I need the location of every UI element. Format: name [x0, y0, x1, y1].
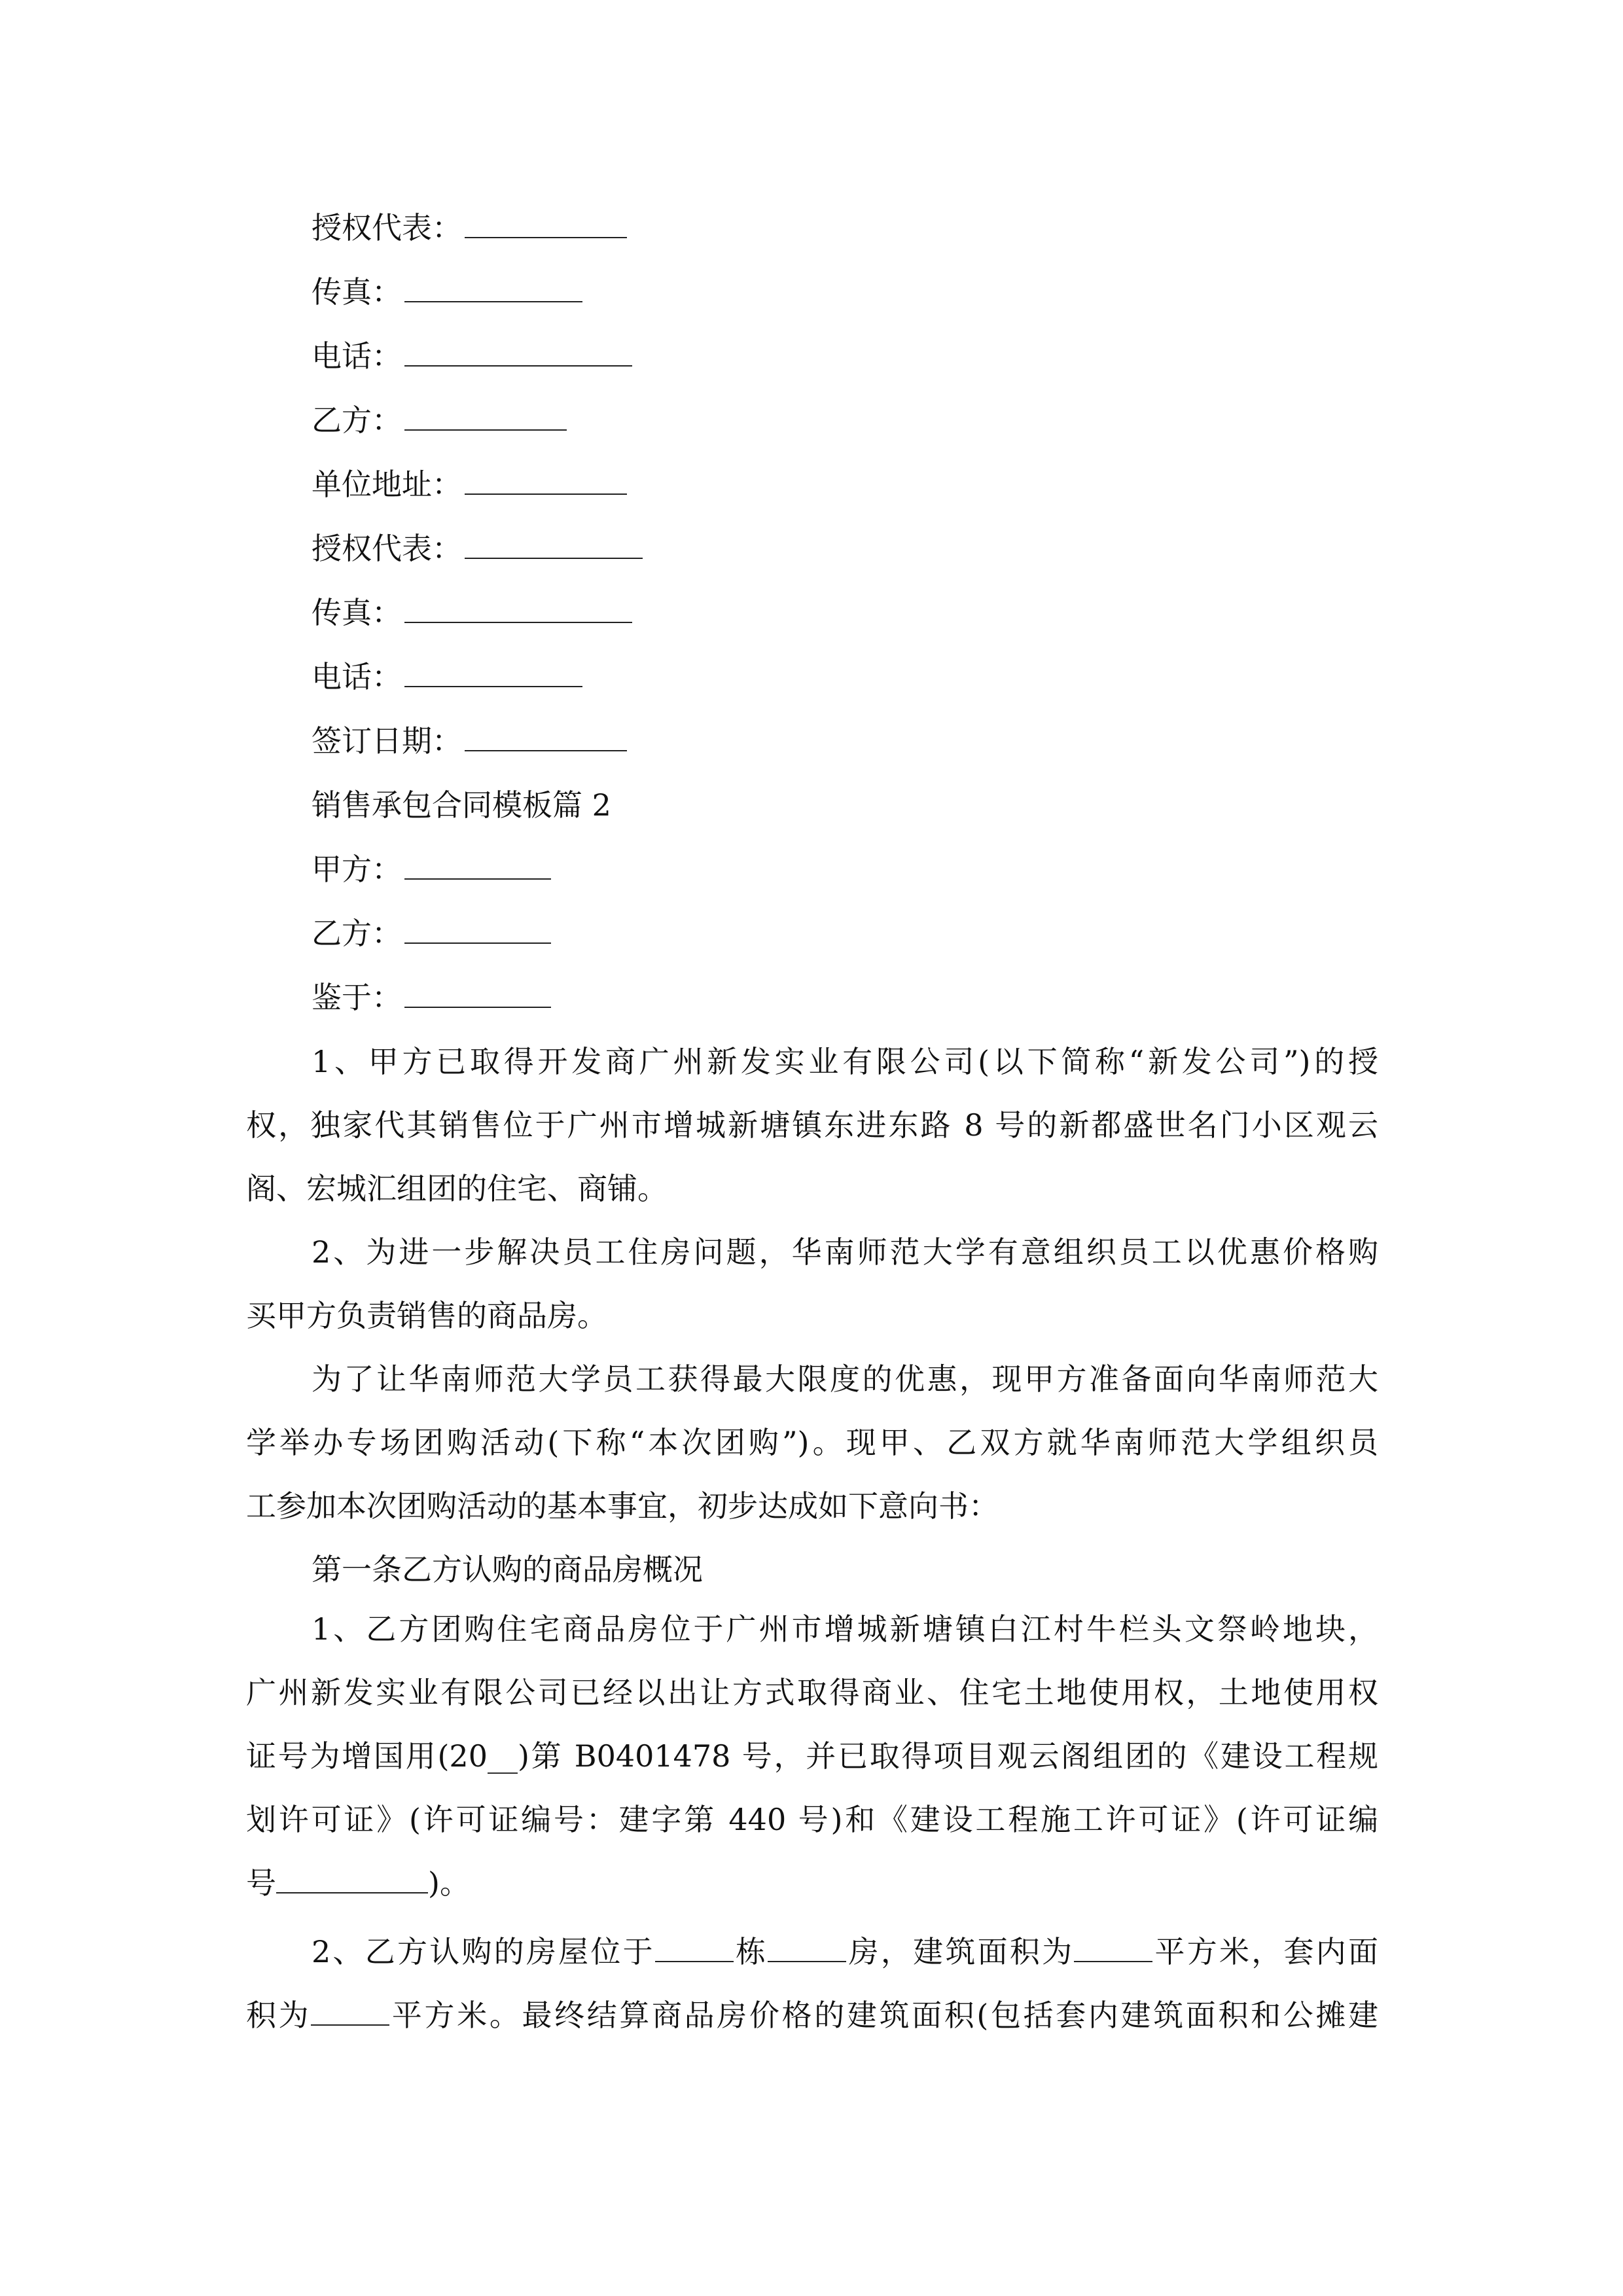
- paragraph-line: 证号为增国用(20__)第 B0401478 号，并已取得项目观云阁组团的《建设工程规: [246, 1738, 1378, 1774]
- paragraph-line: 权，独家代其销售位于广州市增城新塘镇东进东路 8 号的新都盛世名门小区观云: [246, 1107, 1378, 1143]
- paragraph-line: 广州新发实业有限公司已经以出让方式取得商业、住宅土地使用权，土地使用权: [246, 1675, 1378, 1710]
- paragraph-line: 1、乙方团购住宅商品房位于广州市增城新塘镇白江村牛栏头文祭岭地块，: [312, 1611, 1378, 1647]
- field-party-b-2: [312, 914, 551, 953]
- field-label: 电话：: [312, 659, 402, 694]
- paragraph-line: [246, 1852, 1378, 1915]
- field-phone-a: [312, 336, 632, 376]
- paragraph-line: 工参加本次团购活动的基本事宜，初步达成如下意向书：: [246, 1488, 999, 1524]
- field-label: 传真：: [312, 274, 402, 310]
- field-blank: [404, 852, 551, 880]
- field-blank: [404, 275, 582, 302]
- field-sign-date: [312, 721, 627, 761]
- field-blank: [404, 596, 632, 623]
- field-label: 单位地址：: [312, 467, 462, 502]
- text-fragment: 号: [246, 1865, 276, 1901]
- field-authorized-rep-b: [312, 529, 643, 568]
- field-fax-b: [312, 593, 632, 632]
- floor-area-blank: [1074, 1935, 1152, 1962]
- field-phone-b: [312, 657, 582, 696]
- paragraph-line: [246, 1984, 1378, 2047]
- inner-area-blank: [311, 1998, 389, 2026]
- paragraph-4: [246, 1598, 1378, 1915]
- paragraph-2: [246, 1221, 1378, 1348]
- paragraph-line: 为了让华南师范大学员工获得最大限度的优惠，现甲方准备面向华南师范大: [312, 1361, 1378, 1397]
- paragraph-line: 划许可证》(许可证编号：建字第 440 号)和《建设工程施工许可证》(许可证编: [246, 1802, 1378, 1837]
- text-fragment: 栋: [733, 1934, 768, 1969]
- permit-number-blank: [276, 1866, 428, 1893]
- text-fragment: 平方米，套内面: [1152, 1934, 1378, 1969]
- field-label: 授权代表：: [312, 210, 462, 245]
- field-blank: [465, 467, 627, 495]
- field-party-b: [312, 401, 567, 440]
- text-fragment: 平方米。最终结算商品房价格的建筑面积(包括套内建筑面积和公摊建: [389, 1998, 1378, 2033]
- paragraph-line: [246, 1920, 1378, 1984]
- field-authorized-rep-a: [312, 208, 627, 247]
- field-address-b: [312, 465, 627, 504]
- field-label: 授权代表：: [312, 531, 462, 566]
- paragraph-5: [246, 1920, 1378, 2047]
- text-fragment: 2、乙方认购的房屋位于: [312, 1934, 655, 1969]
- text-fragment: 积为: [246, 1998, 312, 2033]
- field-blank: [404, 403, 567, 431]
- paragraph-line: 阁、宏城汇组团的住宅、商铺。: [246, 1171, 668, 1206]
- field-party-a-2: [312, 850, 551, 889]
- field-label: 签订日期：: [312, 723, 462, 759]
- field-label: 乙方：: [312, 916, 402, 951]
- field-blank: [465, 211, 627, 238]
- field-blank: [404, 916, 551, 944]
- field-blank: [404, 980, 551, 1008]
- field-blank: [465, 724, 627, 751]
- field-blank: [404, 660, 582, 687]
- room-blank: [768, 1935, 846, 1962]
- paragraph-line: 2、为进一步解决员工住房问题，华南师范大学有意组织员工以优惠价格购: [312, 1234, 1378, 1270]
- field-label: 乙方：: [312, 403, 402, 438]
- field-label: 传真：: [312, 595, 402, 630]
- paragraph-line: 1、甲方已取得开发商广州新发实业有限公司(以下简称“新发公司”)的授: [312, 1044, 1378, 1079]
- field-blank: [404, 339, 632, 367]
- field-label: 鉴于：: [312, 980, 402, 1015]
- paragraph-1: [246, 1030, 1378, 1221]
- text-fragment: 房，建筑面积为: [846, 1934, 1075, 1969]
- field-blank: [465, 531, 643, 559]
- paragraph-3: [246, 1348, 1378, 1538]
- building-blank: [655, 1935, 734, 1962]
- field-whereas: [312, 978, 551, 1017]
- field-fax-a: [312, 272, 582, 312]
- paragraph-line: 买甲方负责销售的商品房。: [246, 1298, 607, 1333]
- section-title: 销售承包合同模板篇 2: [312, 787, 611, 823]
- field-label: 电话：: [312, 338, 402, 374]
- text-fragment: )。: [428, 1865, 470, 1901]
- paragraph-line: 学举办专场团购活动(下称“本次团购”)。现甲、乙双方就华南师范大学组织员: [246, 1425, 1378, 1460]
- article-1-title: 第一条乙方认购的商品房概况: [312, 1552, 703, 1587]
- field-label: 甲方：: [312, 852, 402, 887]
